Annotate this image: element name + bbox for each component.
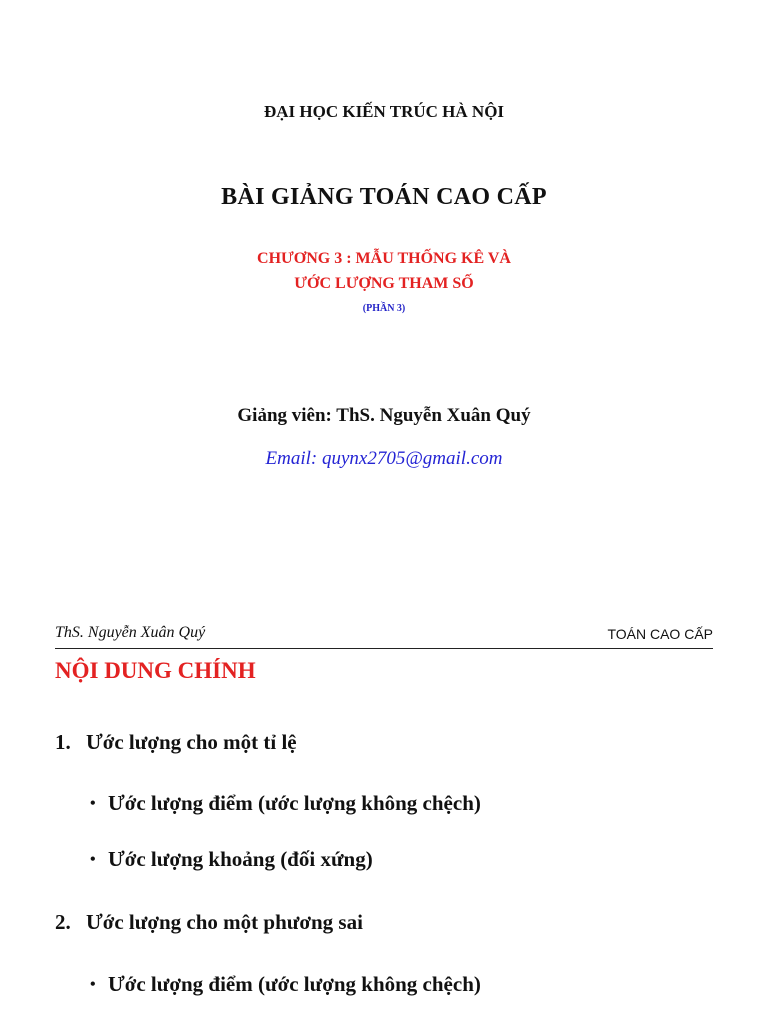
- list-item: [90, 972, 481, 997]
- header-course: TOÁN CAO CẤP: [607, 626, 713, 642]
- item-number: 1.: [55, 730, 71, 754]
- chapter-title-line2: ƯỚC LƯỢNG THAM SỐ: [294, 275, 474, 292]
- list-item: [90, 791, 481, 816]
- slide-header: [55, 622, 713, 649]
- chapter-title: [0, 246, 768, 296]
- bullet-icon: •: [90, 851, 96, 868]
- chapter-title-line1: CHƯƠNG 3 : MẪU THỐNG KÊ VÀ: [257, 250, 511, 267]
- item-text: Ước lượng cho một phương sai: [86, 910, 363, 934]
- list-item: [55, 910, 363, 935]
- header-author: ThS. Nguyễn Xuân Quý: [55, 624, 206, 641]
- list-item: [90, 847, 373, 872]
- course-title: BÀI GIẢNG TOÁN CAO CẤP: [221, 184, 547, 210]
- bullet-icon: •: [90, 976, 96, 993]
- item-text: Ước lượng cho một tỉ lệ: [86, 730, 297, 754]
- section-title: NỘI DUNG CHÍNH: [55, 658, 256, 683]
- bullet-icon: •: [90, 795, 96, 812]
- university-name: ĐẠI HỌC KIẾN TRÚC HÀ NỘI: [263, 102, 505, 121]
- item-text: Ước lượng khoảng (đối xứng): [108, 847, 373, 871]
- email-link[interactable]: Email: quynx2705@gmail.com: [265, 448, 503, 469]
- lecturer-name: Giảng viên: ThS. Nguyễn Xuân Quý: [237, 405, 531, 426]
- list-item: [55, 730, 297, 755]
- part-label: (PHẦN 3): [362, 303, 406, 314]
- item-text: Ước lượng điểm (ước lượng không chệch): [108, 791, 481, 815]
- item-number: 2.: [55, 910, 71, 934]
- item-text: Ước lượng điểm (ước lượng không chệch): [108, 972, 481, 996]
